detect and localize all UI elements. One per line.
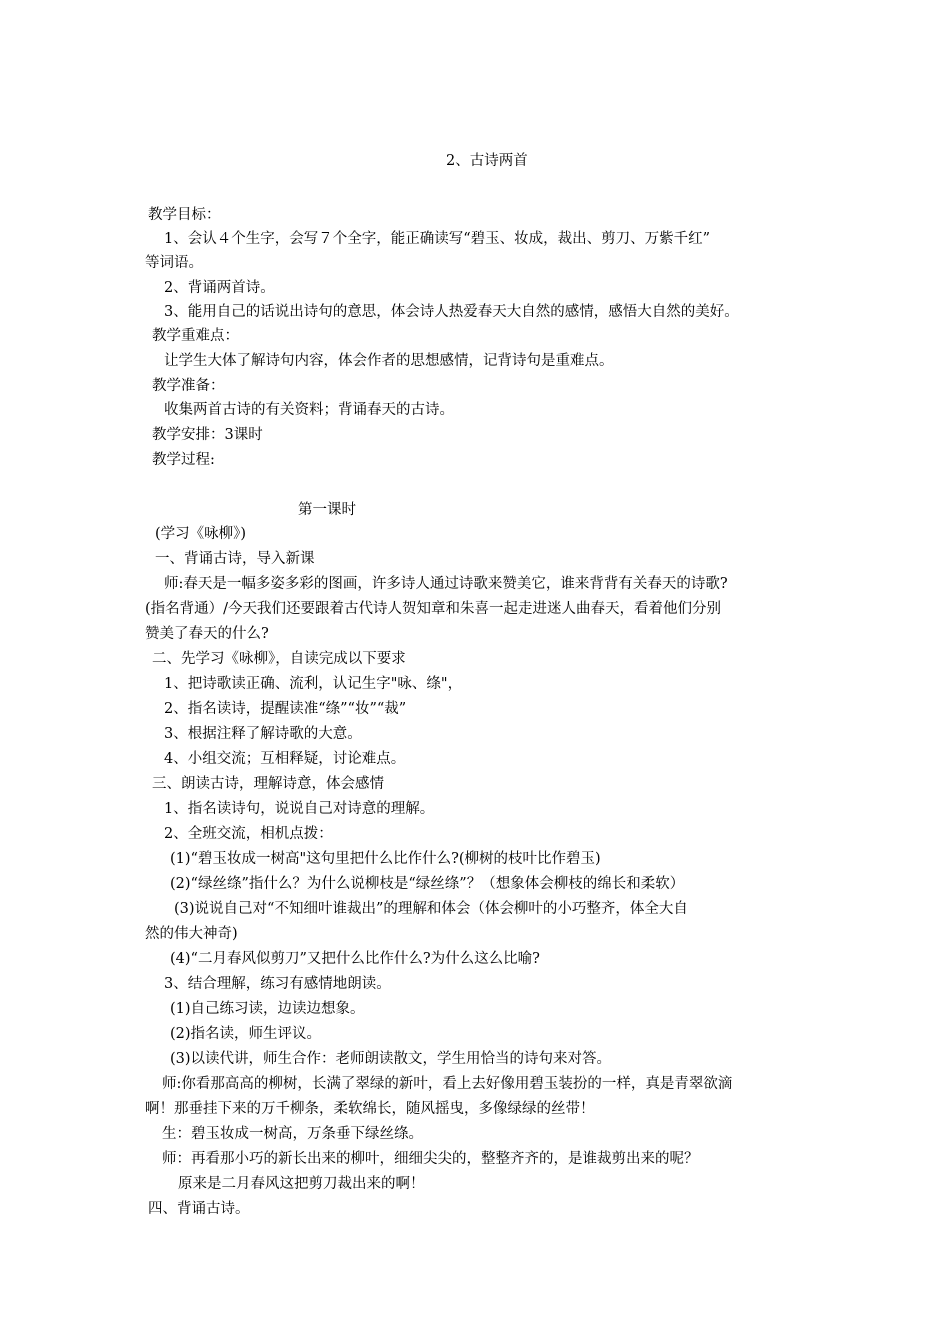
teacher-line-3: 原来是二月春风这把剪刀裁出来的啊！: [178, 1176, 425, 1192]
section-3-question-3: (3)说说自己对“不知细叶谁裁出”的理解和体会（体会柳叶的小巧整齐，体全大自: [174, 901, 688, 917]
section-3-item-2: 2、全班交流，相机点拨：: [164, 826, 333, 842]
lesson-title: 第一课时: [298, 502, 356, 518]
section-4-heading: 四、背诵古诗。: [148, 1201, 250, 1217]
section-3-heading: 三、朗读古诗，理解诗意，体会感情: [152, 776, 384, 792]
section-1-para-cont2: 赞美了春天的什么?: [145, 626, 269, 642]
goal-1: 1、会认４个生字，会写７个全字，能正确读写“碧玉、妆成，裁出、剪刀、万紫千红”: [164, 231, 711, 247]
schedule-text: 教学安排：3课时: [152, 427, 263, 443]
section-3-reading-3: (3)以读代讲，师生合作：老师朗读散文，学生用恰当的诗句来对答。: [170, 1051, 612, 1067]
prep-heading: 教学准备：: [152, 378, 225, 394]
goal-3: 3、能用自己的话说出诗句的意思，体会诗人热爱春天大自然的感情，感悟大自然的美好。: [164, 304, 739, 320]
teacher-line-1-cont: 啊！那垂挂下来的万千柳条，柔软绵长，随风摇曳，多像绿绿的丝带！: [145, 1101, 595, 1117]
section-1-para: 师:春天是一幅多姿多彩的图画，许多诗人通过诗歌来赞美它，谁来背背有关春天的诗歌?: [164, 576, 728, 592]
lesson-subtitle: (学习《咏柳》): [155, 526, 247, 542]
goal-1-cont: 等词语。: [145, 255, 203, 271]
section-2-item-1: 1、把诗歌读正确、流利，认记生字"咏、绦"，: [164, 676, 463, 692]
section-3-reading-1: (1)自己练习读，边读边想象。: [170, 1001, 365, 1017]
section-3-question-3-cont: 然的伟大神奇): [145, 926, 238, 942]
document-title: 2、古诗两首: [446, 153, 528, 169]
section-3-item-1: 1、指名读诗句，说说自己对诗意的理解。: [164, 801, 435, 817]
goal-2: 2、背诵两首诗。: [164, 280, 275, 296]
goals-heading: 教学目标：: [148, 207, 221, 223]
section-2-item-3: 3、根据注释了解诗歌的大意。: [164, 726, 362, 742]
section-1-para-cont: (指名背通）/今天我们还要跟着古代诗人贺知章和朱喜一起走进迷人曲春天，看着他们分别: [145, 601, 722, 617]
section-2-heading: 二、先学习《咏柳》，自读完成以下要求: [152, 651, 406, 667]
prep-text: 收集两首古诗的有关资料；背诵春天的古诗。: [164, 402, 454, 418]
section-2-item-4: 4、小组交流；互相释疑，讨论难点。: [164, 751, 406, 767]
section-3-item-3: 3、结合理解，练习有感情地朗读。: [164, 976, 391, 992]
section-2-item-2: 2、指名读诗，提醒读准“绦”“妆”“裁”: [164, 701, 407, 717]
section-3-question-1: (1)“碧玉妆成一树高"这句里把什么比作什么?(柳树的枝叶比作碧玉): [170, 851, 601, 867]
process-heading: 教学过程:: [152, 452, 215, 468]
key-points-text: 让学生大体了解诗句内容，体会作者的思想感情，记背诗句是重难点。: [164, 353, 614, 369]
student-line-1: 生：碧玉妆成一树高，万条垂下绿丝绦。: [162, 1126, 423, 1142]
teacher-line-1: 师:你看那高高的柳树，长满了翠绿的新叶，看上去好像用碧玉装扮的一样，真是青翠欲滴: [162, 1076, 733, 1092]
section-3-reading-2: (2)指名读，师生评议。: [170, 1026, 322, 1042]
section-1-heading: 一、背诵古诗，导入新课: [155, 551, 315, 567]
teacher-line-2: 师：再看那小巧的新长出来的柳叶，细细尖尖的，整整齐齐的，是谁裁剪出来的呢？: [162, 1151, 699, 1167]
key-points-heading: 教学重难点：: [152, 328, 239, 344]
section-3-question-4: (4)“二月春风似剪刀”又把什么比作什么?为什么这么比喻?: [170, 951, 540, 967]
section-3-question-2: (2)“绿丝绦”指什么？为什么说柳枝是“绿丝绦”？（想象体会柳枝的绵长和柔软）: [170, 876, 685, 892]
